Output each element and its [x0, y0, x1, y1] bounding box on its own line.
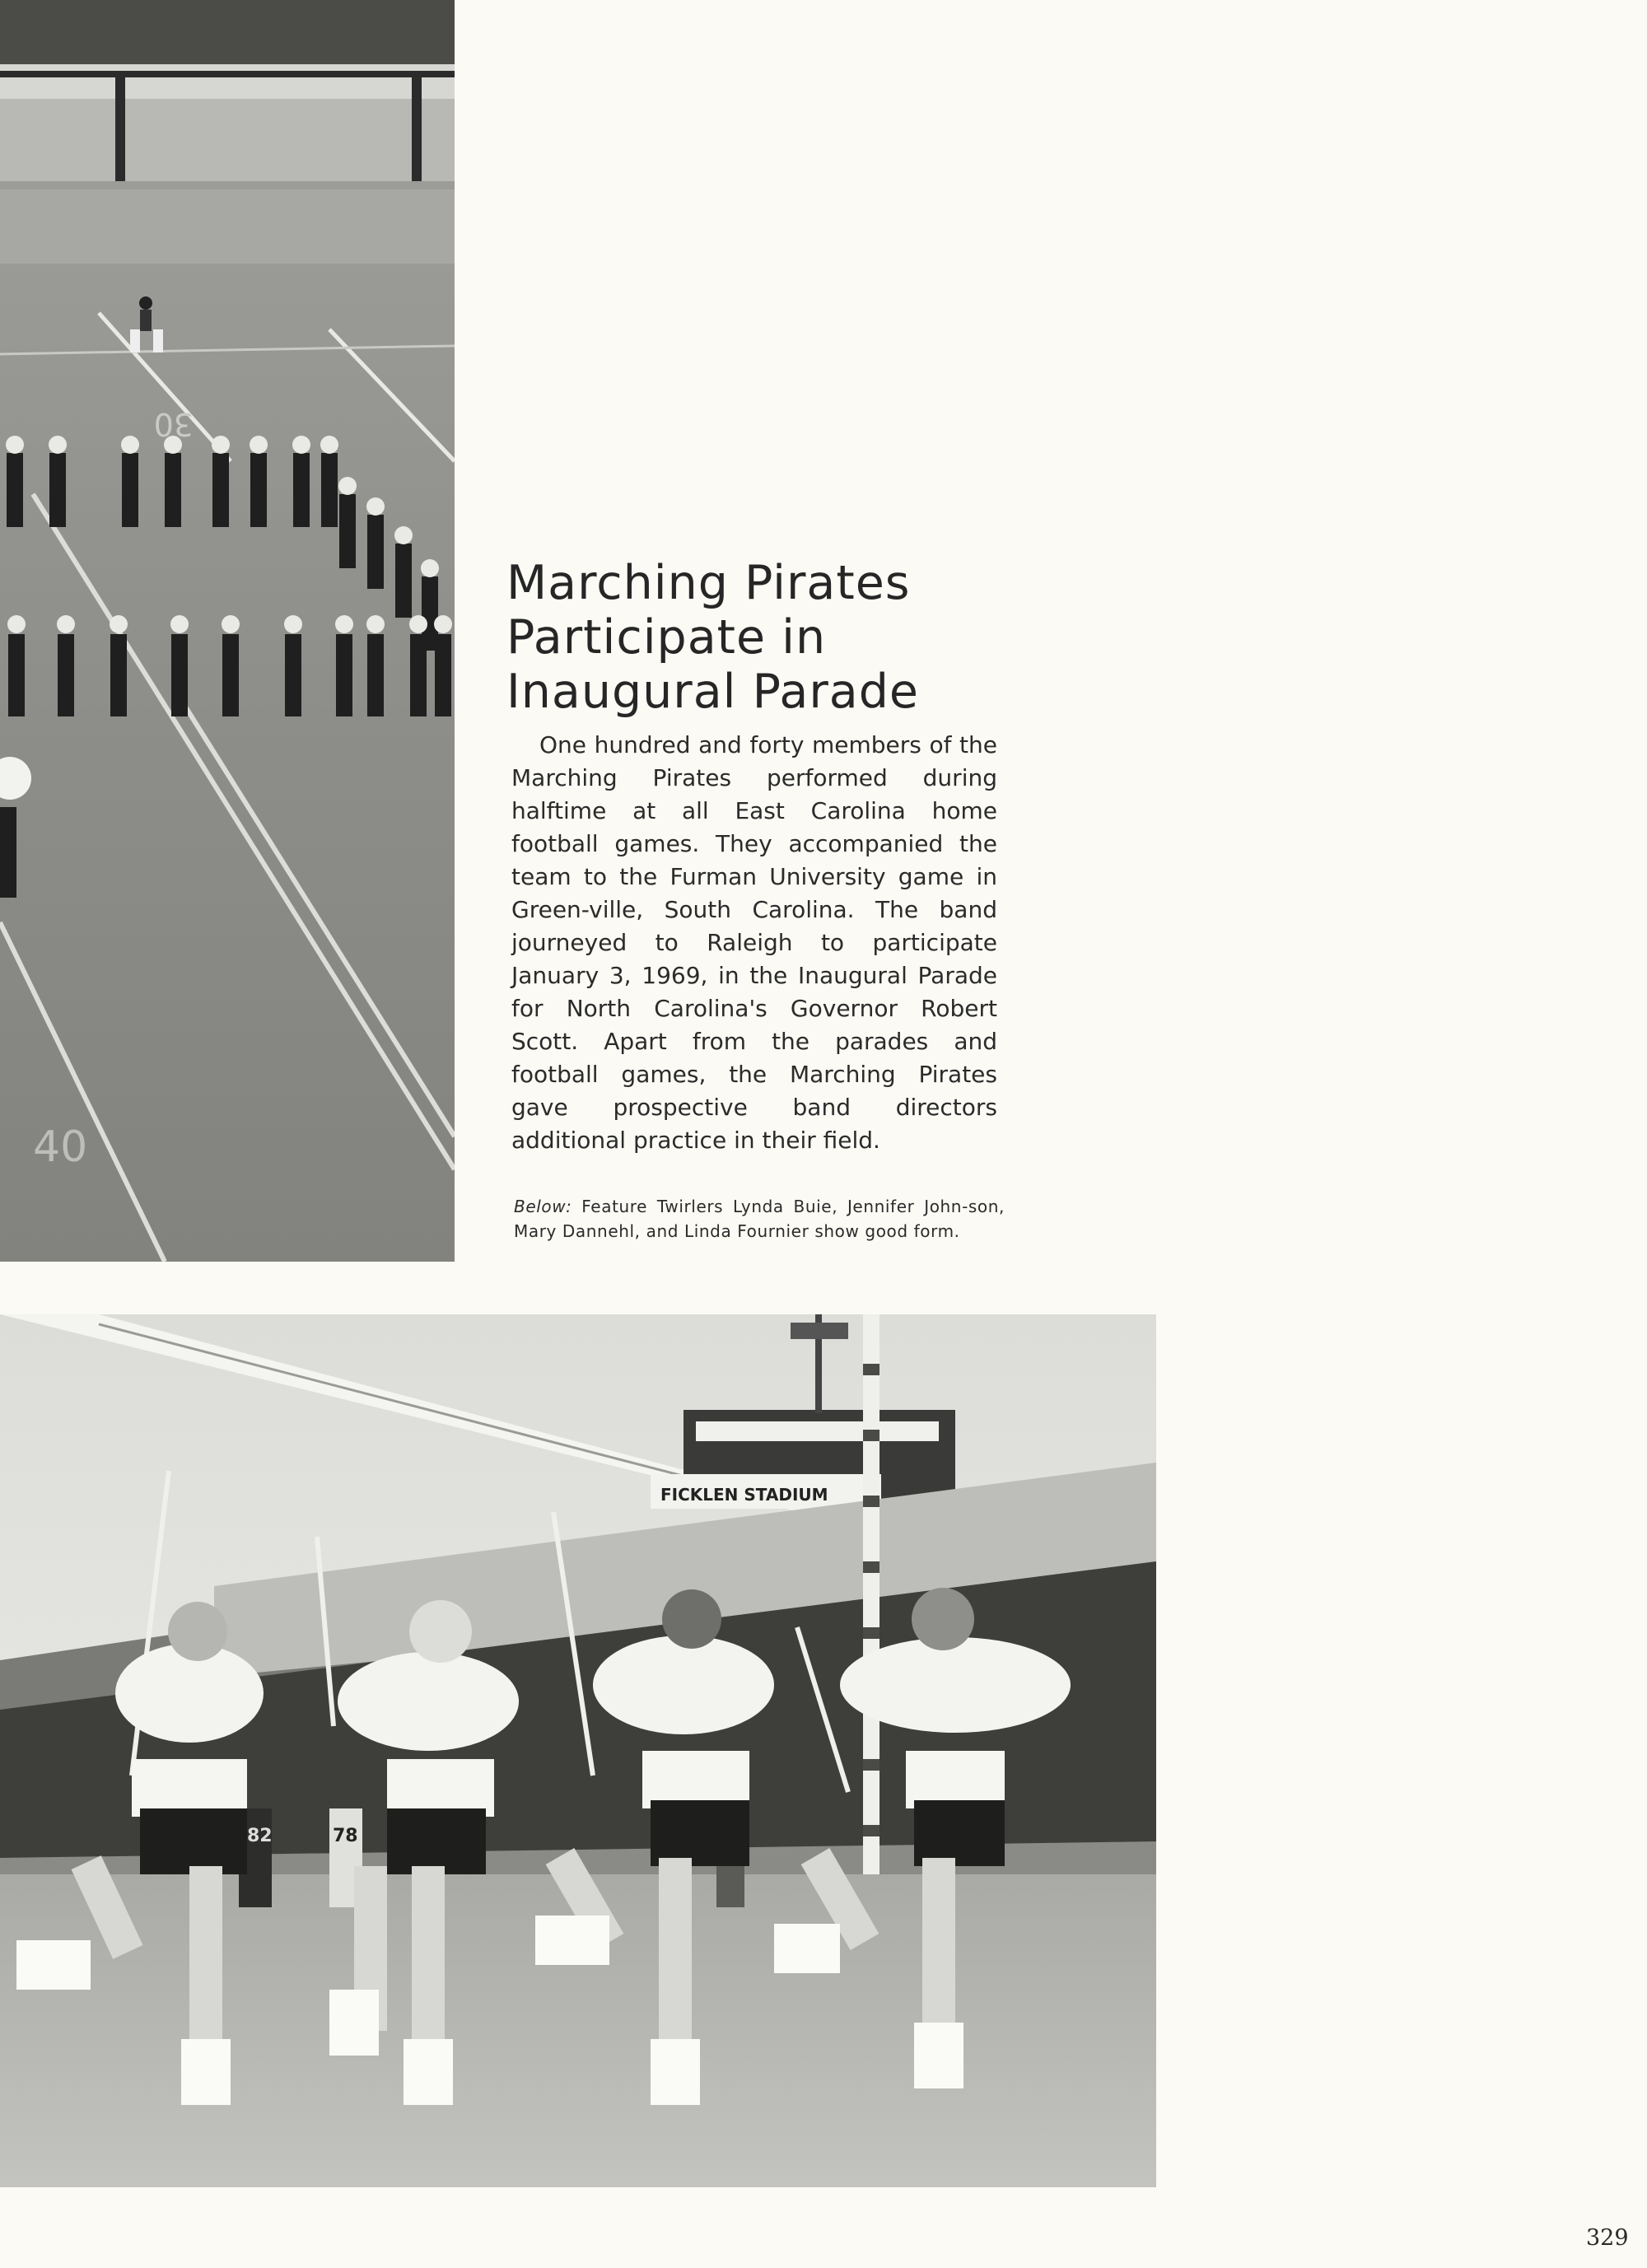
player-number-78: 78	[333, 1826, 358, 1846]
marching-band-image	[0, 0, 455, 1262]
headline-line-1: Marching Pirates	[506, 556, 911, 610]
marching-band-photo	[0, 0, 455, 1262]
article-headline	[506, 556, 1033, 719]
caption-text: Feature Twirlers Lynda Buie, Jennifer John-son, Mary Dannehl, and Linda Fournier show good form.	[514, 1197, 1005, 1241]
stadium-sign-text: FICKLEN STADIUM	[660, 1485, 828, 1505]
headline-line-3: Inaugural Parade	[506, 665, 919, 719]
player-number-82: 82	[247, 1826, 273, 1846]
caption-lead: Below:	[514, 1197, 572, 1216]
photo-caption	[514, 1194, 1005, 1244]
headline-line-2: Participate in	[506, 610, 827, 665]
page-number: 329	[1586, 2225, 1629, 2251]
twirlers-photo	[0, 1314, 1156, 2187]
article-body: One hundred and forty members of the Marching Pirates performed during halftime at all East Carolina home football games. They accompanied the team to the Furman University game in Green-ville, South Carolina. The band journeyed to Raleigh to participate January 3, 1969, in the Inaugural Parade for North Carolina's Governor Robert Scott. Apart from the parades and football games, the Marching Pirates gave prospective band directors additional practice in their field.	[511, 731, 997, 1154]
twirlers-image	[0, 1314, 1156, 2187]
yard-number-30: 30	[153, 406, 194, 442]
yard-number-40: 40	[33, 1122, 88, 1172]
